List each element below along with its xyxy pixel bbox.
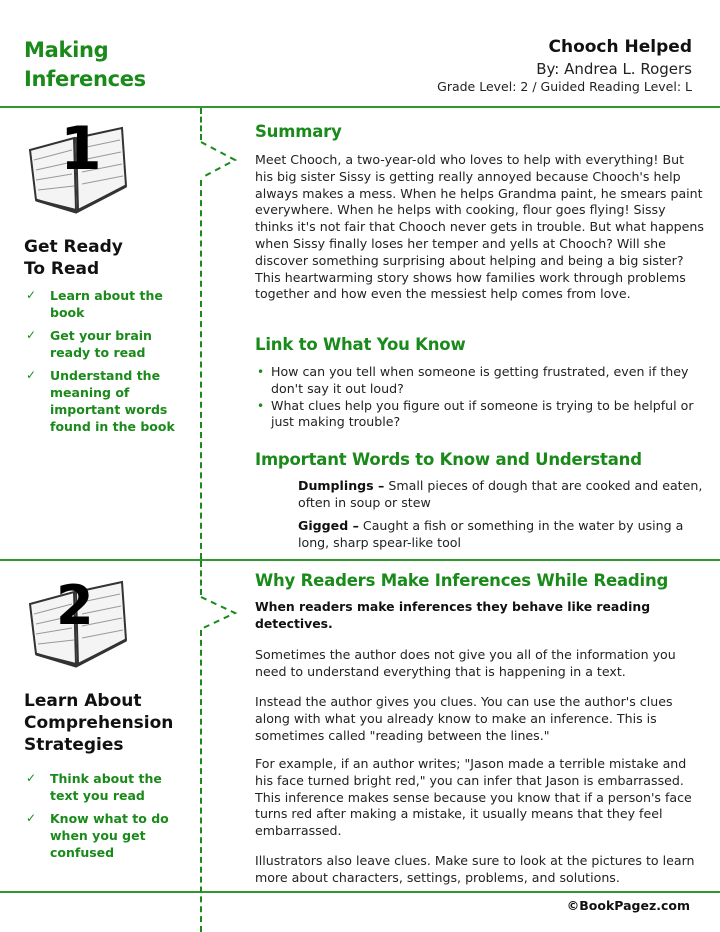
bullet-item (255, 398, 705, 432)
dashed-divider (200, 180, 202, 559)
checkmark-icon: ✓ (26, 288, 37, 302)
link-heading: Link to What You Know (255, 335, 466, 354)
checklist-item (24, 810, 194, 861)
divider-middle (0, 559, 720, 561)
step1-heading (24, 236, 123, 280)
why-paragraph: Illustrators also leave clues. Make sure to look at the pictures to learn more about characters, settings, problems, and solutions. (255, 853, 695, 885)
summary-text: Meet Chooch, a two-year-old who loves to help with everything! But his big sister Sissy is getting really annoyed because Chooch's help always makes a mess. When he helps Grandma paint, he smears paint everywhere. When he helps with cooking, flour goes flying! Sissy thinks it's not fair that Chooch never gets in trouble. But what happens when Sissy finally loses her temper and yells at Chooch? Will she discover something surprising about helping and being a big sister? This heartwarming story shows how families work through problems together and how even the messiest help comes from love. (255, 152, 704, 302)
step2-checklist (24, 770, 194, 867)
checklist-item (24, 770, 194, 804)
words-heading: Important Words to Know and Understand (255, 450, 642, 469)
divider-top (0, 106, 720, 108)
step2-heading (24, 690, 173, 756)
summary-heading: Summary (255, 122, 342, 141)
checklist-item-label: Understand the meaning of important words found in the book (50, 368, 175, 434)
grade-level: Grade Level: 2 / Guided Reading Level: L (437, 79, 692, 94)
arrow-right-icon (199, 140, 239, 180)
bullet-item-text: What clues help you figure out if someone is trying to be helpful or just making trouble? (271, 397, 694, 430)
bullet-icon: • (257, 365, 265, 379)
step2-number: 2 (56, 574, 94, 637)
vocab-term: Gigged – (298, 518, 359, 533)
dashed-divider (200, 630, 202, 932)
checkmark-icon: ✓ (26, 368, 37, 382)
link-bullets (255, 364, 705, 431)
why-paragraph: For example, if an author writes; "Jason made a terrible mistake and his face turned bright red," you can infer that Jason is embarrassed. This inference makes sense because you know that if a person's face turns red after making a mistake, it usually means that they feel embarrassed. (255, 756, 692, 839)
page-title (24, 36, 146, 94)
step2-book-icon (26, 574, 130, 674)
vocab-definition: Caught a fish or something in the water by using a long, sharp spear-like tool (298, 518, 684, 550)
why-lead: When readers make inferences they behave like reading detectives. (255, 599, 651, 631)
checklist-item (24, 367, 194, 435)
divider-bottom (0, 891, 720, 893)
dashed-divider (200, 108, 202, 140)
vocab-item (298, 478, 703, 512)
step2-heading-line1: Learn About (24, 691, 142, 711)
book-title: Chooch Helped (548, 37, 692, 57)
step1-checklist (24, 287, 194, 441)
checkmark-icon: ✓ (26, 328, 37, 342)
step1-number: 1 (60, 114, 102, 184)
bullet-item (255, 364, 705, 398)
why-heading: Why Readers Make Inferences While Reading (255, 571, 669, 590)
vocab-definition: Small pieces of dough that are cooked and eaten, often in soup or stew (298, 478, 703, 510)
checklist-item (24, 287, 194, 321)
copyright: ©BookPagez.com (566, 898, 690, 913)
why-paragraph: Instead the author gives you clues. You can use the author's clues along with what you already know to make an inference. This is sometimes called "reading between the lines." (255, 694, 673, 743)
step2-heading-line3: Strategies (24, 735, 124, 755)
step1-heading-line2: To Read (24, 259, 100, 279)
checklist-item-label: Get your brain ready to read (50, 328, 152, 360)
page-title-line1: Making (24, 38, 109, 62)
dashed-divider (200, 561, 202, 595)
checklist-item (24, 327, 194, 361)
step1-heading-line1: Get Ready (24, 237, 123, 257)
checklist-item-label: Think about the text you read (50, 771, 162, 803)
checklist-item-label: Learn about the book (50, 288, 163, 320)
vocab-item (298, 518, 703, 552)
step2-heading-line2: Comprehension (24, 713, 174, 733)
bullet-icon: • (257, 398, 265, 413)
why-paragraph: Sometimes the author does not give you all of the information you need to understand everything that is happening in a text. (255, 647, 676, 679)
checkmark-icon: ✓ (26, 811, 37, 825)
bullet-item-text: How can you tell when someone is getting frustrated, even if they don't say it out loud? (271, 364, 689, 396)
step1-book-icon (26, 114, 130, 220)
page-title-line2: Inferences (24, 67, 146, 91)
vocab-term: Dumplings – (298, 478, 385, 493)
arrow-right-icon (199, 595, 239, 635)
book-author: By: Andrea L. Rogers (536, 60, 692, 78)
checkmark-icon: ✓ (26, 771, 37, 785)
checklist-item-label: Know what to do when you get confused (50, 811, 169, 860)
